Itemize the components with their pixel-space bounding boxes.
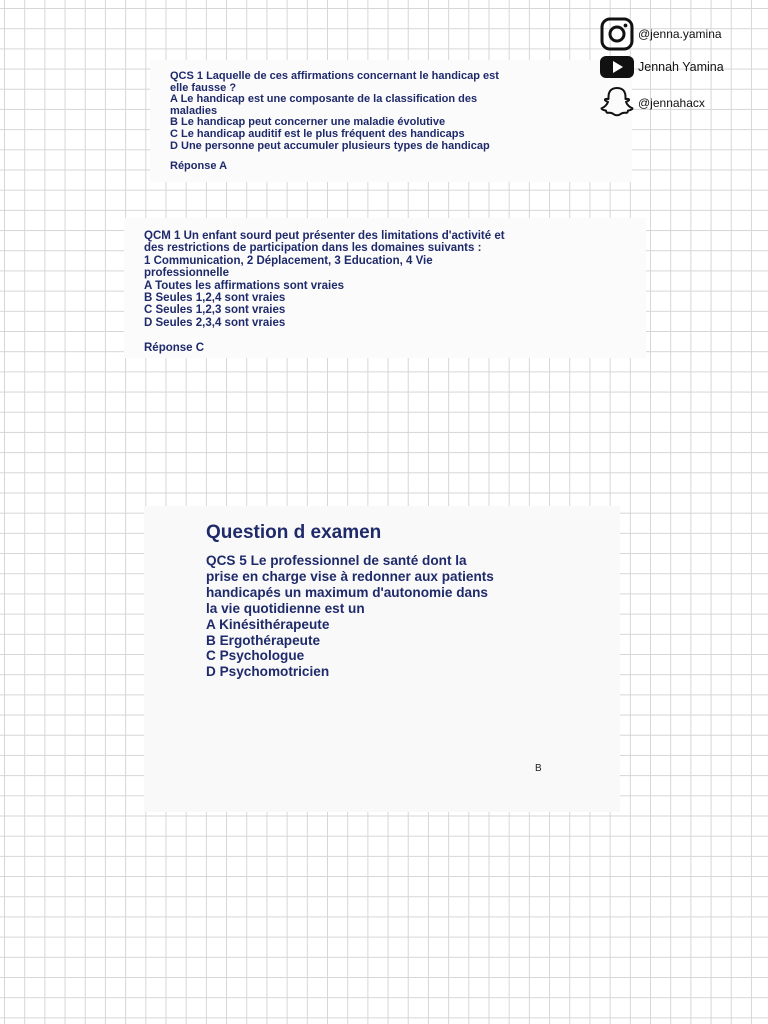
option-d: D Psychomotricien: [206, 664, 330, 680]
question-text-line: QCS 5 Le professionnel de santé dont la: [206, 553, 467, 568]
answer-text: Réponse C: [144, 342, 205, 355]
question-text-line: des restrictions de participation dans les domaines suivants :: [144, 242, 482, 255]
question-text-line: 1 Communication, 2 Déplacement, 3 Education, 4 Vie: [144, 254, 433, 267]
question-card-qcm1: [124, 218, 646, 358]
answer-text: B: [535, 763, 542, 774]
instagram-icon: [600, 17, 634, 51]
option-b: B Le handicap peut concerner une maladie évolutive: [170, 116, 446, 129]
option-c: C Le handicap auditif est le plus fréquent des handicaps: [170, 127, 465, 140]
question-text-line: elle fausse ?: [170, 81, 237, 94]
question-text-line: QCS 1 Laquelle de ces affirmations concernant le handicap est: [170, 70, 499, 82]
question-card-qcs1: [150, 60, 632, 182]
youtube-icon: [600, 56, 634, 78]
snapchat-icon: [600, 86, 634, 118]
answer-text: Réponse A: [170, 160, 228, 173]
question-text-line: QCM 1 Un enfant sourd peut présenter des limitations d'activité et: [144, 230, 505, 242]
question-text-line: handicapés un maximum d'autonomie dans: [206, 584, 488, 600]
youtube-channel: Jennah Yamina: [638, 60, 724, 74]
question-text-line: la vie quotidienne est un: [206, 600, 365, 616]
option-a: A Kinésithérapeute: [206, 616, 330, 632]
instagram-handle: @jenna.yamina: [638, 27, 722, 41]
option-a-cont: maladies: [170, 104, 218, 117]
question-text-line: prise en charge vise à redonner aux patients: [206, 568, 494, 584]
option-c: C Psychologue: [206, 648, 305, 664]
option-b: B Ergothérapeute: [206, 632, 321, 648]
option-b: B Seules 1,2,4 sont vraies: [144, 292, 286, 305]
question-card-qcs5: [144, 506, 620, 812]
option-d: D Seules 2,3,4 sont vraies: [144, 316, 286, 329]
option-a: A Le handicap est une composante de la classification des: [170, 93, 478, 106]
option-c: C Seules 1,2,3 sont vraies: [144, 304, 286, 317]
question-text-line: professionnelle: [144, 267, 229, 280]
option-d: D Une personne peut accumuler plusieurs types de handicap: [170, 139, 490, 152]
card-title: Question d examen: [206, 522, 382, 543]
option-a: A Toutes les affirmations sont vraies: [144, 279, 345, 292]
snapchat-handle: @jennahacx: [638, 96, 705, 110]
